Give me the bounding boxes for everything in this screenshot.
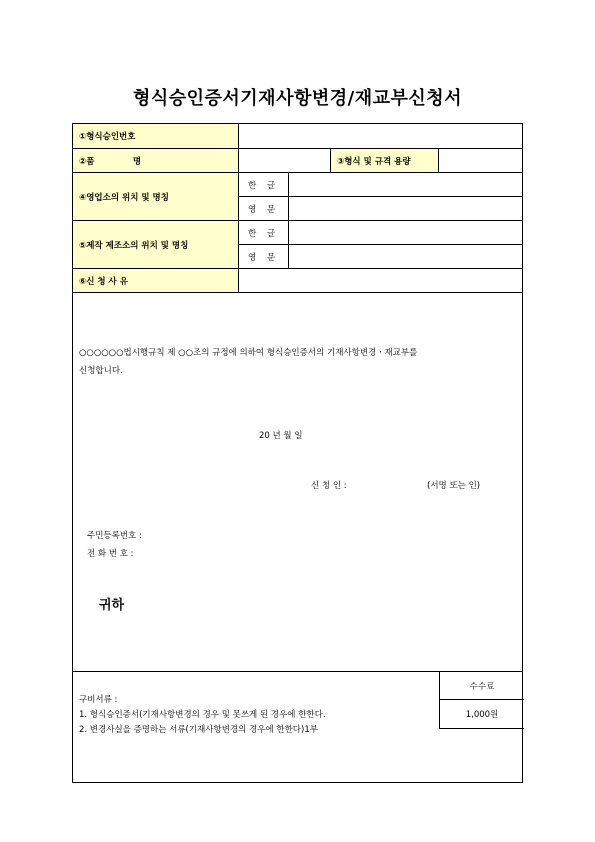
reason-label: ⑥신 청 사 유 xyxy=(73,269,239,292)
fee-box xyxy=(439,672,524,728)
sales-office-label: ④영업소의 위치 및 명칭 xyxy=(73,173,239,220)
manufacturer-korean-row xyxy=(239,221,522,245)
addressee: 귀하 xyxy=(99,598,125,613)
applicant-label: 신 청 인 : xyxy=(311,481,347,491)
required-document-1: 1. 형식승인증서(기재사항변경의 경우 및 못쓰게 된 경우에 한한다. xyxy=(79,710,326,720)
row-approval-number xyxy=(73,124,522,149)
row-sales-office xyxy=(73,173,522,221)
approval-number-field[interactable] xyxy=(239,124,522,148)
model-field[interactable] xyxy=(439,149,522,172)
manufacturer-english-row xyxy=(239,245,522,269)
manufacturer-label: ⑤제작 제조소의 위치 및 명칭 xyxy=(73,221,239,268)
reason-field[interactable] xyxy=(239,269,522,292)
fee-value: 1,000원 xyxy=(465,710,499,720)
form-title: 형식승인증서기재사항변경/재교부신청서 xyxy=(132,88,463,109)
row-reason xyxy=(73,269,522,293)
required-document-2: 2. 변경사실을 증명하는 서류(기재사항변경의 경우에 한한다)1부 xyxy=(79,725,318,735)
row-product xyxy=(73,149,522,173)
sales-office-english-row xyxy=(239,197,522,221)
application-body xyxy=(73,293,522,672)
manufacturer-english-field[interactable] xyxy=(289,245,522,269)
sales-office-english-field[interactable] xyxy=(289,197,522,221)
manufacturer-korean-field[interactable] xyxy=(289,221,522,244)
signature-note: (서명 또는 인) xyxy=(427,481,481,491)
application-form xyxy=(72,123,523,783)
sales-office-korean-row xyxy=(239,173,522,197)
resident-number-label: 주민등록번호 : xyxy=(87,531,142,541)
approval-number-label: ①형식승인번호 xyxy=(73,124,239,148)
application-date: 20 년 월 일 xyxy=(259,431,303,441)
model-label: ③형식 및 규격 용량 xyxy=(331,149,439,172)
sales-office-korean-field[interactable] xyxy=(289,173,522,196)
sales-office-korean-label: 한 글 xyxy=(239,173,289,196)
manufacturer-korean-label: 한 글 xyxy=(239,221,289,244)
required-documents-header: 구비서류 : xyxy=(79,695,118,705)
row-manufacturer xyxy=(73,221,522,269)
required-documents-section xyxy=(73,672,522,784)
sales-office-english-label: 영 문 xyxy=(239,197,289,221)
product-label: ②품 명 xyxy=(73,149,239,172)
phone-label: 전 화 번 호 : xyxy=(87,549,134,559)
product-field[interactable] xyxy=(239,149,331,172)
manufacturer-english-label: 영 문 xyxy=(239,245,289,269)
fee-label: 수수료 xyxy=(440,672,524,700)
statement-line-2: 신청합니다. xyxy=(79,366,123,376)
statement-line-1: ○○○○○○법시행규칙 제 ○○조의 규정에 의하여 형식승인증서의 기재사항변경ㆍ재교부를 xyxy=(79,348,418,358)
fee-box-bottom-line xyxy=(439,728,524,729)
